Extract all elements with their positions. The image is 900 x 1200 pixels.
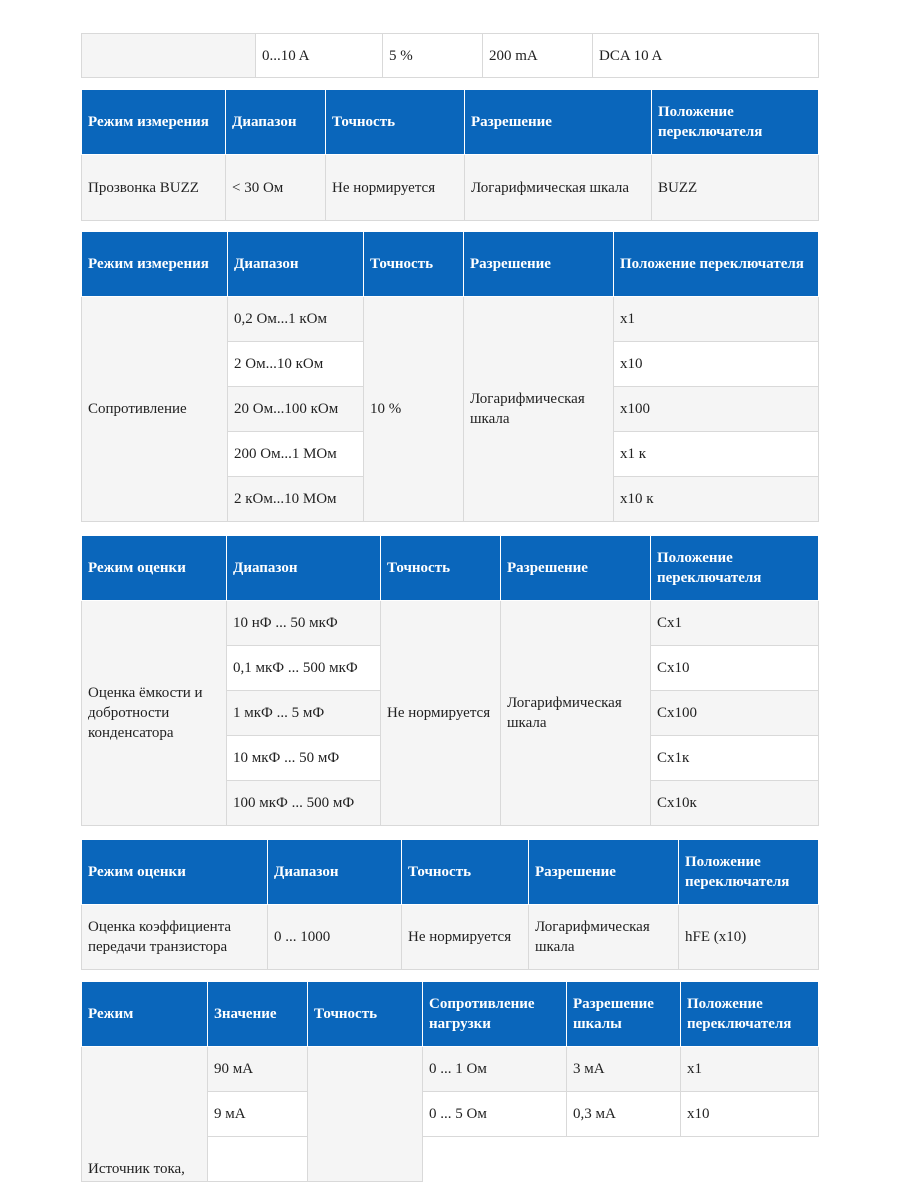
- header-switch: Положение переключателя: [651, 536, 819, 601]
- header-accuracy: Точность: [364, 232, 464, 297]
- cell-mode: Сопротивление: [82, 297, 228, 522]
- cell-switch: x10: [614, 342, 819, 387]
- cell-resolution: Логарифмическая шкала: [464, 297, 614, 522]
- header-switch: Положение переключателя: [614, 232, 819, 297]
- cell-load: 0 ... 1 Ом: [423, 1047, 567, 1092]
- cell-range: < 30 Ом: [226, 155, 326, 221]
- header-load: Сопротивление нагрузки: [423, 982, 567, 1047]
- header-range: Диапазон: [268, 840, 402, 905]
- cell-empty: [423, 1137, 567, 1182]
- header-range: Диапазон: [228, 232, 364, 297]
- cell-accuracy: [308, 1047, 423, 1182]
- cell-range: 0,2 Ом...1 кОм: [228, 297, 364, 342]
- cell-range: 100 мкФ ... 500 мФ: [227, 781, 381, 826]
- cell-value: [208, 1137, 308, 1182]
- cell-switch: Cx1: [651, 601, 819, 646]
- header-scale-resolution: Разрешение шкалы: [567, 982, 681, 1047]
- cell-switch: Cx10к: [651, 781, 819, 826]
- header-mode: Режим измерения: [82, 232, 228, 297]
- cell-switch: BUZZ: [652, 155, 819, 221]
- header-mode: Режим измерения: [82, 90, 226, 155]
- cell-range: 0...10 A: [256, 34, 383, 78]
- header-accuracy: Точность: [402, 840, 529, 905]
- header-accuracy: Точность: [381, 536, 501, 601]
- header-range: Диапазон: [227, 536, 381, 601]
- header-value: Значение: [208, 982, 308, 1047]
- header-switch: Положение переключателя: [652, 90, 819, 155]
- cell-range: 2 Ом...10 кОм: [228, 342, 364, 387]
- cell-resolution: Логарифмическая шкала: [529, 905, 679, 970]
- cell-mode: Прозвонка BUZZ: [82, 155, 226, 221]
- cell-range: 10 мкФ ... 50 мФ: [227, 736, 381, 781]
- cell-scale-resolution: 3 мА: [567, 1047, 681, 1092]
- cell-switch: x10: [681, 1092, 819, 1137]
- cell-range: 200 Ом...1 МОм: [228, 432, 364, 477]
- cell-range: 0,1 мкФ ... 500 мкФ: [227, 646, 381, 691]
- cell-resolution: Логарифмическая шкала: [465, 155, 652, 221]
- cell-value: 90 мА: [208, 1047, 308, 1092]
- cell-accuracy: Не нормируется: [326, 155, 465, 221]
- cell-switch: hFE (x10): [679, 905, 819, 970]
- cell-accuracy: Не нормируется: [402, 905, 529, 970]
- header-accuracy: Точность: [308, 982, 423, 1047]
- cell-range: 10 нФ ... 50 мкФ: [227, 601, 381, 646]
- cell-resolution: 200 mA: [483, 34, 593, 78]
- header-range: Диапазон: [226, 90, 326, 155]
- cell-range: 20 Ом...100 кОм: [228, 387, 364, 432]
- cell-scale-resolution: 0,3 мА: [567, 1092, 681, 1137]
- cell-switch: DCA 10 A: [593, 34, 819, 78]
- header-switch: Положение переключателя: [679, 840, 819, 905]
- cell-switch: Cx1к: [651, 736, 819, 781]
- header-switch: Положение переключателя: [681, 982, 819, 1047]
- cell-accuracy: 5 %: [383, 34, 483, 78]
- cell-mode: Источник тока,: [82, 1047, 208, 1182]
- header-mode: Режим: [82, 982, 208, 1047]
- header-resolution: Разрешение: [529, 840, 679, 905]
- current-source-table: [81, 981, 819, 1182]
- cell-empty: [681, 1137, 819, 1182]
- cell-resolution: Логарифмическая шкала: [501, 601, 651, 826]
- cell-load: 0 ... 5 Ом: [423, 1092, 567, 1137]
- header-resolution: Разрешение: [464, 232, 614, 297]
- cell-accuracy: 10 %: [364, 297, 464, 522]
- cell-empty: [567, 1137, 681, 1182]
- cell-switch: Cx100: [651, 691, 819, 736]
- cell-accuracy: Не нормируется: [381, 601, 501, 826]
- cell-range: 0 ... 1000: [268, 905, 402, 970]
- cell-switch: x10 к: [614, 477, 819, 522]
- cell-range: 1 мкФ ... 5 мФ: [227, 691, 381, 736]
- cell-switch: x100: [614, 387, 819, 432]
- cell-switch: x1: [614, 297, 819, 342]
- header-resolution: Разрешение: [501, 536, 651, 601]
- header-mode: Режим оценки: [82, 536, 227, 601]
- header-accuracy: Точность: [326, 90, 465, 155]
- cell-switch: x1 к: [614, 432, 819, 477]
- header-resolution: Разрешение: [465, 90, 652, 155]
- cell-switch: x1: [681, 1047, 819, 1092]
- cell-switch: Cx10: [651, 646, 819, 691]
- header-mode: Режим оценки: [82, 840, 268, 905]
- cell-mode: Оценка коэффициента передачи транзистора: [82, 905, 268, 970]
- cell-mode: Оценка ёмкости и добротности конденсатора: [82, 601, 227, 826]
- cell-range: 2 кОм...10 МОм: [228, 477, 364, 522]
- cell-value: 9 мА: [208, 1092, 308, 1137]
